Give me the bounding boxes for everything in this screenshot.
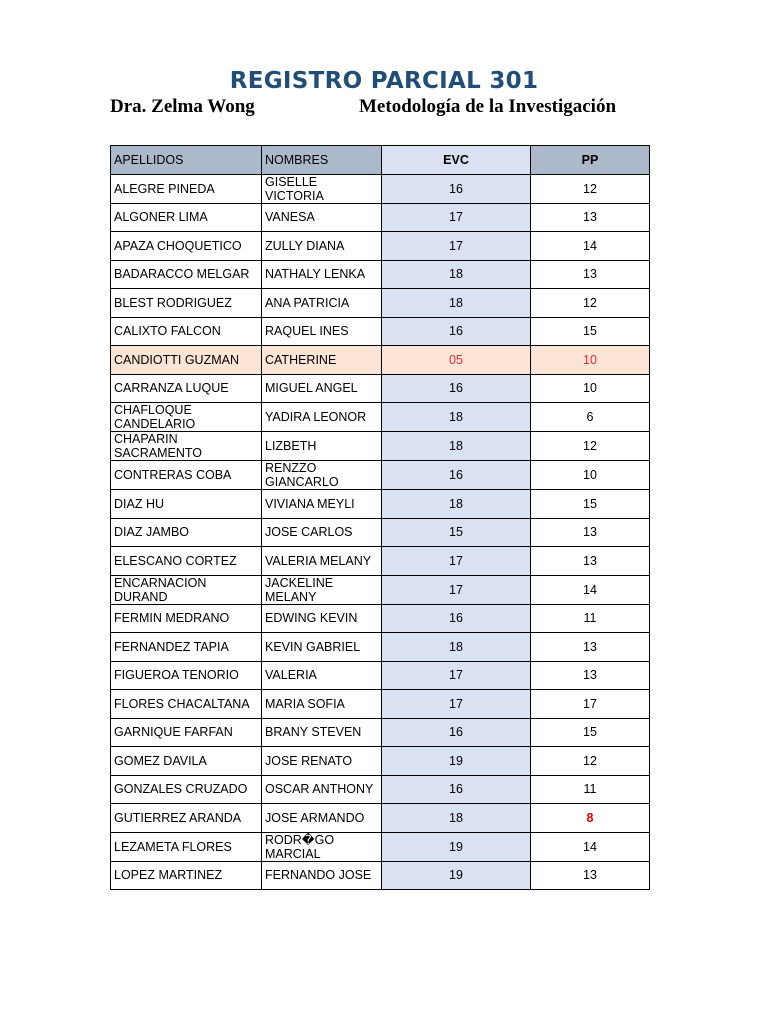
cell-evc: 16 — [382, 461, 531, 490]
cell-evc: 19 — [382, 832, 531, 861]
cell-evc: 17 — [382, 575, 531, 604]
table-row — [111, 832, 650, 861]
cell-evc: 17 — [382, 690, 531, 719]
cell-pp-failing: 8 — [531, 804, 650, 833]
cell-pp: 13 — [531, 547, 650, 576]
cell-evc: 16 — [382, 174, 531, 203]
cell-nombres: JACKELINE MELANY — [262, 575, 382, 604]
cell-evc: 16 — [382, 374, 531, 403]
table-row — [111, 174, 650, 203]
cell-nombres: CATHERINE — [262, 346, 382, 375]
cell-pp: 11 — [531, 604, 650, 633]
cell-nombres: NATHALY LENKA — [262, 260, 382, 289]
table-row — [111, 690, 650, 719]
cell-evc: 16 — [382, 775, 531, 804]
cell-nombres: RENZZO GIANCARLO — [262, 461, 382, 490]
cell-apellidos: BLEST RODRIGUEZ — [111, 289, 262, 318]
grades-table — [110, 145, 650, 890]
table-row-highlighted — [111, 346, 650, 375]
cell-evc: 17 — [382, 547, 531, 576]
cell-pp: 12 — [531, 747, 650, 776]
cell-pp: 10 — [531, 346, 650, 375]
table-row — [111, 604, 650, 633]
cell-evc: 19 — [382, 861, 531, 890]
cell-evc: 18 — [382, 432, 531, 461]
cell-nombres: EDWING KEVIN — [262, 604, 382, 633]
cell-nombres: KEVIN GABRIEL — [262, 633, 382, 662]
cell-pp: 12 — [531, 289, 650, 318]
table-row — [111, 461, 650, 490]
cell-nombres: VALERIA MELANY — [262, 547, 382, 576]
cell-nombres: JOSE ARMANDO — [262, 804, 382, 833]
cell-nombres: FERNANDO JOSE — [262, 861, 382, 890]
cell-apellidos: BADARACCO MELGAR — [111, 260, 262, 289]
cell-pp: 12 — [531, 174, 650, 203]
cell-apellidos: FERMIN MEDRANO — [111, 604, 262, 633]
table-header-row — [111, 146, 650, 175]
table-row — [111, 432, 650, 461]
table-row — [111, 775, 650, 804]
cell-apellidos: GONZALES CRUZADO — [111, 775, 262, 804]
cell-nombres: VIVIANA MEYLI — [262, 490, 382, 519]
cell-nombres: GISELLE VICTORIA — [262, 174, 382, 203]
cell-apellidos: CALIXTO FALCON — [111, 317, 262, 346]
cell-pp: 15 — [531, 317, 650, 346]
course-name: Metodología de la Investigación — [359, 96, 617, 117]
cell-pp: 15 — [531, 490, 650, 519]
cell-nombres: VANESA — [262, 203, 382, 232]
cell-nombres: BRANY STEVEN — [262, 718, 382, 747]
cell-evc: 19 — [382, 747, 531, 776]
cell-nombres: RAQUEL INES — [262, 317, 382, 346]
cell-apellidos: CHAPARIN SACRAMENTO — [111, 432, 262, 461]
cell-nombres: OSCAR ANTHONY — [262, 775, 382, 804]
cell-nombres: LIZBETH — [262, 432, 382, 461]
header-nombres: NOMBRES — [262, 146, 382, 175]
cell-pp: 12 — [531, 432, 650, 461]
cell-apellidos: FLORES CHACALTANA — [111, 690, 262, 719]
cell-evc: 16 — [382, 718, 531, 747]
cell-evc: 17 — [382, 232, 531, 261]
table-row — [111, 518, 650, 547]
cell-pp: 13 — [531, 518, 650, 547]
cell-evc: 18 — [382, 804, 531, 833]
table-row — [111, 718, 650, 747]
cell-nombres: ZULLY DIANA — [262, 232, 382, 261]
cell-pp: 13 — [531, 633, 650, 662]
header-evc: EVC — [382, 146, 531, 175]
cell-pp: 6 — [531, 403, 650, 432]
cell-apellidos: ALGONER LIMA — [111, 203, 262, 232]
cell-pp: 10 — [531, 461, 650, 490]
cell-pp: 13 — [531, 661, 650, 690]
table-row — [111, 403, 650, 432]
cell-apellidos: FERNANDEZ TAPIA — [111, 633, 262, 662]
cell-pp: 10 — [531, 374, 650, 403]
cell-apellidos: ALEGRE PINEDA — [111, 174, 262, 203]
cell-nombres: YADIRA LEONOR — [262, 403, 382, 432]
cell-evc: 17 — [382, 203, 531, 232]
cell-pp: 13 — [531, 203, 650, 232]
cell-apellidos: FIGUEROA TENORIO — [111, 661, 262, 690]
table-row — [111, 490, 650, 519]
cell-apellidos: GUTIERREZ ARANDA — [111, 804, 262, 833]
cell-apellidos: DIAZ JAMBO — [111, 518, 262, 547]
table-row — [111, 661, 650, 690]
cell-pp: 14 — [531, 832, 650, 861]
cell-pp: 14 — [531, 232, 650, 261]
table-row — [111, 861, 650, 890]
cell-apellidos: APAZA CHOQUETICO — [111, 232, 262, 261]
table-row — [111, 374, 650, 403]
table-row — [111, 633, 650, 662]
cell-nombres: ANA PATRICIA — [262, 289, 382, 318]
cell-nombres: MIGUEL ANGEL — [262, 374, 382, 403]
cell-nombres: VALERIA — [262, 661, 382, 690]
table-row — [111, 203, 650, 232]
cell-nombres: MARIA SOFIA — [262, 690, 382, 719]
table-row — [111, 747, 650, 776]
cell-evc: 18 — [382, 490, 531, 519]
table-row — [111, 317, 650, 346]
cell-apellidos: GOMEZ DAVILA — [111, 747, 262, 776]
cell-apellidos: GARNIQUE FARFAN — [111, 718, 262, 747]
cell-apellidos: ELESCANO CORTEZ — [111, 547, 262, 576]
cell-apellidos: CARRANZA LUQUE — [111, 374, 262, 403]
cell-pp: 13 — [531, 260, 650, 289]
header-pp: PP — [531, 146, 650, 175]
cell-apellidos: CHAFLOQUE CANDELARIO — [111, 403, 262, 432]
cell-nombres: JOSE RENATO — [262, 747, 382, 776]
cell-evc: 16 — [382, 317, 531, 346]
table-row — [111, 575, 650, 604]
cell-apellidos: CANDIOTTI GUZMAN — [111, 346, 262, 375]
table-row — [111, 547, 650, 576]
cell-pp: 11 — [531, 775, 650, 804]
table-row — [111, 232, 650, 261]
cell-evc: 18 — [382, 403, 531, 432]
cell-evc: 15 — [382, 518, 531, 547]
cell-apellidos: LEZAMETA FLORES — [111, 832, 262, 861]
cell-apellidos: LOPEZ MARTINEZ — [111, 861, 262, 890]
cell-nombres: RODR�GO MARCIAL — [262, 832, 382, 861]
cell-pp: 14 — [531, 575, 650, 604]
table-row — [111, 804, 650, 833]
cell-evc: 18 — [382, 260, 531, 289]
teacher-name: Dra. Zelma Wong — [110, 96, 255, 117]
cell-pp: 17 — [531, 690, 650, 719]
cell-apellidos: CONTRERAS COBA — [111, 461, 262, 490]
cell-apellidos: DIAZ HU — [111, 490, 262, 519]
cell-evc: 18 — [382, 633, 531, 662]
table-row — [111, 289, 650, 318]
cell-evc: 05 — [382, 346, 531, 375]
cell-pp: 15 — [531, 718, 650, 747]
table-row — [111, 260, 650, 289]
cell-evc: 18 — [382, 289, 531, 318]
cell-nombres: JOSE CARLOS — [262, 518, 382, 547]
cell-pp: 13 — [531, 861, 650, 890]
page-title: REGISTRO PARCIAL 301 — [229, 68, 539, 94]
cell-evc: 16 — [382, 604, 531, 633]
cell-apellidos: ENCARNACION DURAND — [111, 575, 262, 604]
cell-evc: 17 — [382, 661, 531, 690]
header-apellidos: APELLIDOS — [111, 146, 262, 175]
